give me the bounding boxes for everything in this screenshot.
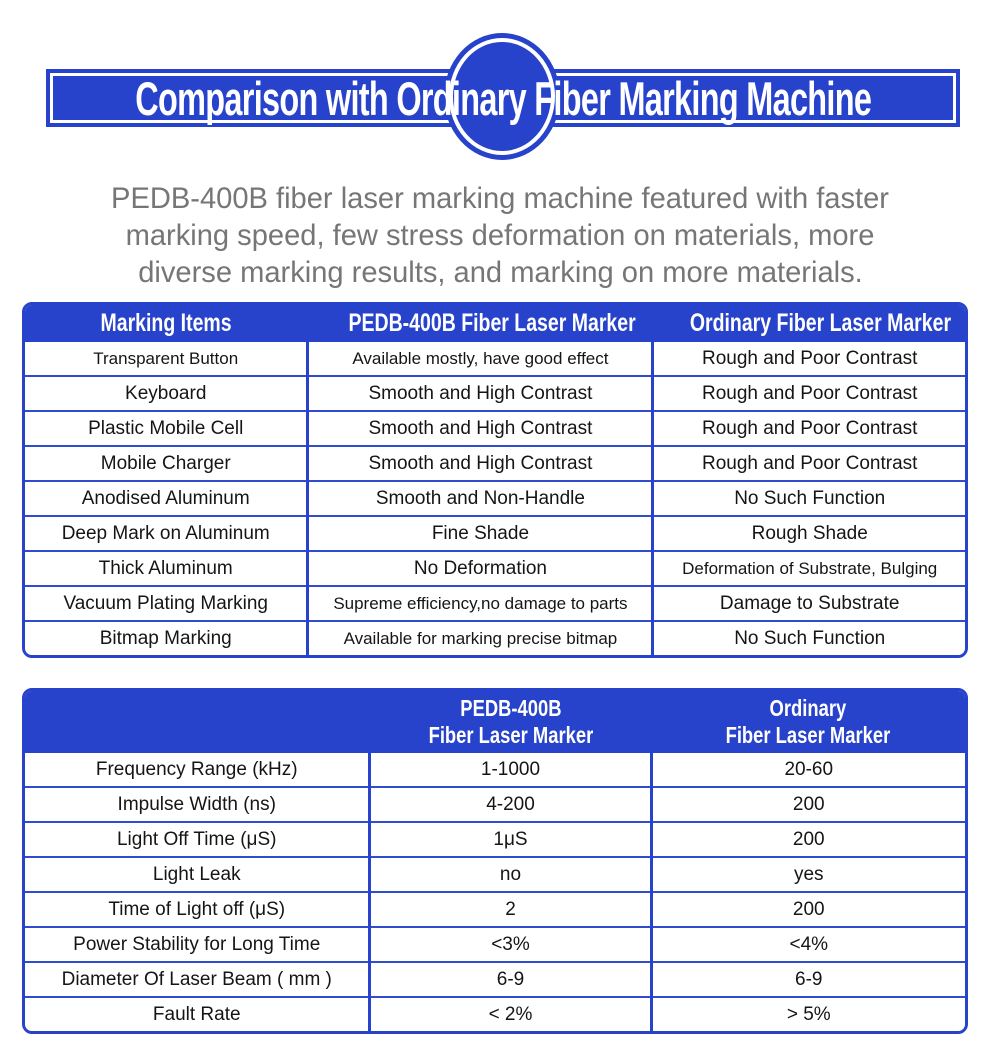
header-pedb-marker: PEDB-400B Fiber Laser Marker <box>308 305 653 342</box>
table-row <box>25 551 965 586</box>
cell-pedb: Available mostly, have good effect <box>308 342 653 376</box>
cell-spec: Time of Light off (μS) <box>25 892 370 927</box>
cell-pedb: Smooth and High Contrast <box>308 376 653 411</box>
spec-table-header-row <box>25 691 965 753</box>
cell-spec: Light Leak <box>25 857 370 892</box>
cell-ordinary-value: 6-9 <box>651 962 965 997</box>
cell-item: Deep Mark on Aluminum <box>25 516 308 551</box>
cell-pedb-value: 6-9 <box>370 962 651 997</box>
cell-ordinary-value: yes <box>651 857 965 892</box>
cell-item: Bitmap Marking <box>25 621 308 655</box>
cell-ordinary: Rough and Poor Contrast <box>653 411 965 446</box>
cell-pedb-value: 4-200 <box>370 787 651 822</box>
cell-item: Thick Aluminum <box>25 551 308 586</box>
intro-line: diverse marking results, and marking on more materials. <box>137 256 863 289</box>
cell-item: Transparent Button <box>25 342 308 376</box>
cell-ordinary: No Such Function <box>653 481 965 516</box>
cell-pedb-value: 1-1000 <box>370 753 651 787</box>
cell-item: Keyboard <box>25 376 308 411</box>
cell-pedb-value: 2 <box>370 892 651 927</box>
table-row <box>25 892 965 927</box>
header-pedb-marker: PEDB-400B Fiber Laser Marker <box>370 691 651 753</box>
cell-pedb: Supreme efficiency,no damage to parts <box>308 586 653 621</box>
cell-pedb-value: < 2% <box>370 997 651 1031</box>
comparison-table-header-row <box>25 305 965 342</box>
cell-pedb-value: 1μS <box>370 822 651 857</box>
table-row <box>25 376 965 411</box>
table-row <box>25 857 965 892</box>
header-marking-items: Marking Items <box>25 305 308 342</box>
table-row <box>25 586 965 621</box>
cell-ordinary-value: <4% <box>651 927 965 962</box>
header-empty <box>25 691 370 753</box>
cell-ordinary-value: 200 <box>651 892 965 927</box>
comparison-table <box>22 302 968 658</box>
cell-spec: Diameter Of Laser Beam ( mm ) <box>25 962 370 997</box>
cell-ordinary-value: 20-60 <box>651 753 965 787</box>
cell-pedb: Smooth and High Contrast <box>308 446 653 481</box>
table-row <box>25 446 965 481</box>
cell-spec: Frequency Range (kHz) <box>25 753 370 787</box>
cell-item: Anodised Aluminum <box>25 481 308 516</box>
cell-spec: Fault Rate <box>25 997 370 1031</box>
cell-spec: Power Stability for Long Time <box>25 927 370 962</box>
table-row <box>25 787 965 822</box>
cell-pedb: No Deformation <box>308 551 653 586</box>
cell-item: Plastic Mobile Cell <box>25 411 308 446</box>
cell-ordinary: Rough and Poor Contrast <box>653 342 965 376</box>
table-row <box>25 411 965 446</box>
table-row <box>25 997 965 1031</box>
intro-line: PEDB-400B fiber laser marking machine featured with faster <box>111 182 889 215</box>
table-row <box>25 516 965 551</box>
cell-ordinary-value: 200 <box>651 822 965 857</box>
cell-pedb: Fine Shade <box>308 516 653 551</box>
cell-spec: Light Off Time (μS) <box>25 822 370 857</box>
cell-ordinary-value: 200 <box>651 787 965 822</box>
cell-ordinary-value: > 5% <box>651 997 965 1031</box>
table-row <box>25 753 965 787</box>
cell-item: Vacuum Plating Marking <box>25 586 308 621</box>
cell-pedb: Smooth and Non-Handle <box>308 481 653 516</box>
page-title <box>46 69 960 127</box>
page-title-text: Comparison with Ordinary Fiber Marking Machine <box>135 71 871 125</box>
intro-line: marking speed, few stress deformation on materials, more <box>125 219 875 252</box>
cell-ordinary: Rough and Poor Contrast <box>653 446 965 481</box>
table-row <box>25 342 965 376</box>
table-row <box>25 481 965 516</box>
cell-ordinary: Deformation of Substrate, Bulging <box>653 551 965 586</box>
cell-ordinary: Rough Shade <box>653 516 965 551</box>
spec-table <box>22 688 968 1034</box>
table-row <box>25 962 965 997</box>
cell-pedb: Available for marking precise bitmap <box>308 621 653 655</box>
table-row <box>25 927 965 962</box>
cell-pedb-value: no <box>370 857 651 892</box>
cell-ordinary: Rough and Poor Contrast <box>653 376 965 411</box>
header-ordinary-marker: Ordinary Fiber Laser Marker <box>653 305 965 342</box>
intro-paragraph <box>0 180 1000 291</box>
table-row <box>25 621 965 655</box>
cell-pedb-value: <3% <box>370 927 651 962</box>
table-row <box>25 822 965 857</box>
cell-spec: Impulse Width (ns) <box>25 787 370 822</box>
cell-ordinary: No Such Function <box>653 621 965 655</box>
cell-ordinary: Damage to Substrate <box>653 586 965 621</box>
cell-item: Mobile Charger <box>25 446 308 481</box>
cell-pedb: Smooth and High Contrast <box>308 411 653 446</box>
header-ordinary-marker: Ordinary Fiber Laser Marker <box>651 691 965 753</box>
